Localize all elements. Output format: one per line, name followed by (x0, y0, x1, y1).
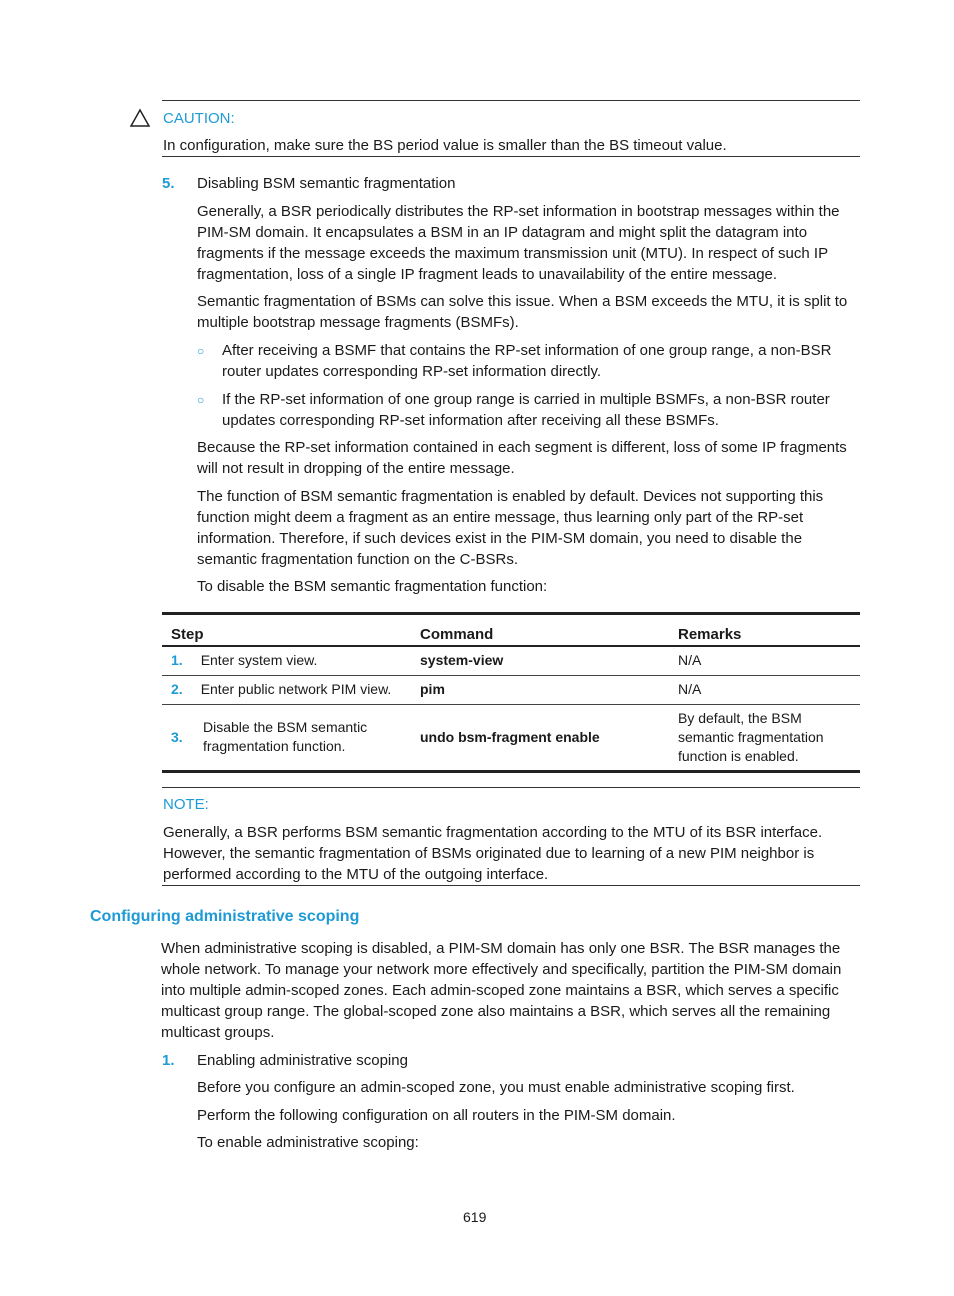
text-line: fragmentation, loss of a single IP fragment leads to unavailability of the entire message. (197, 266, 778, 283)
step1-paragraph-2: Perform the following configuration on all routers in the PIM-SM domain. (197, 1107, 676, 1124)
step5-paragraph-1 (197, 201, 865, 285)
warning-triangle-icon (129, 108, 151, 128)
note-text (163, 822, 860, 885)
remarks-cell: By default, the BSM semantic fragmentation function is enabled. (678, 709, 824, 764)
text-line: If the RP-set information of one group range is carried in multiple BSMFs, a non-BSR router (222, 391, 830, 408)
step5-number: 5. (162, 175, 175, 192)
column-header-step: Step (171, 625, 204, 643)
text-line: performed according to the MTU of the outgoing interface. (163, 866, 549, 883)
text-line: multicast group range. The global-scoped zone also maintains a BSR, which serves all the remaining (161, 1003, 831, 1020)
text-line: Generally, a BSR performs BSM semantic fragmentation according to the MTU of its BSR interface. (163, 824, 823, 841)
text-line: multiple bootstrap message fragments (BSMFs). (197, 314, 519, 331)
text-line: whole network. To manage your network more effectively and specifically, partition the PIM-SM domain (161, 961, 842, 978)
step-cell: 2. Enter public network PIM view. (171, 681, 392, 697)
text-line: semantic fragmentation function on the C-BSRs. (197, 551, 518, 568)
text-line: The function of BSM semantic fragmentation is enabled by default. Devices not supporting this (197, 488, 824, 505)
step1-number: 1. (162, 1052, 175, 1069)
text-line: Semantic fragmentation of BSMs can solve this issue. When a BSM exceeds the MTU, it is split to (197, 293, 848, 310)
note-top-rule (162, 787, 860, 788)
table-header-row (162, 614, 860, 647)
note-bottom-rule (162, 885, 860, 886)
text-line: updates corresponding RP-set information after receiving all these BSMFs. (222, 412, 719, 429)
caution-top-rule (162, 100, 860, 101)
table-row (162, 704, 860, 771)
text-line: When administrative scoping is disabled, a PIM-SM domain has only one BSR. The BSR manages the (161, 940, 841, 957)
caution-label: CAUTION: (163, 110, 235, 127)
command-cell: system-view (420, 652, 504, 669)
column-header-command: Command (420, 625, 494, 643)
command-cell: undo bsm-fragment enable (420, 728, 600, 745)
hollow-circle-bullet-icon: ○ (197, 393, 205, 407)
caution-text: In configuration, make sure the BS period value is smaller than the BS timeout value. (163, 137, 727, 154)
text-line: fragments if the message exceeds the maximum transmission unit (MTU). In respect of such IP (197, 245, 829, 262)
text-line: information. Therefore, if such devices exist in the PIM-SM domain, you need to disable the (197, 530, 803, 547)
config-steps-table (162, 612, 860, 773)
text-line: router updates corresponding RP-set information directly. (222, 363, 602, 380)
step1-paragraph-1: Before you configure an admin-scoped zone, you must enable administrative scoping first. (197, 1079, 795, 1096)
step5-paragraph-2 (197, 291, 865, 333)
text-line: However, the semantic fragmentation of BSMs originated due to learning of a new PIM neighbor is (163, 845, 815, 862)
remarks-cell: N/A (678, 652, 702, 669)
step-cell: 1. Enter system view. (171, 652, 318, 669)
step5-title: Disabling BSM semantic fragmentation (197, 175, 456, 192)
text-line: into multiple admin-scoped zones. Each admin-scoped zone maintains a BSR, which serves a specific (161, 982, 839, 999)
note-label: NOTE: (163, 796, 209, 813)
text-line: After receiving a BSMF that contains the RP-set information of one group range, a non-BSR (222, 342, 832, 359)
text-line: multicast groups. (161, 1024, 275, 1041)
step5-paragraph-4 (197, 486, 865, 570)
text-line: PIM-SM domain. It encapsulates a BSM in an IP datagram and might split the datagram into (197, 224, 808, 241)
caution-bottom-rule (162, 156, 860, 157)
section-intro (161, 938, 863, 1043)
step5-paragraph-3 (197, 437, 865, 479)
section-heading: Configuring administrative scoping (90, 908, 360, 925)
text-line: will not result in dropping of the entire message. (197, 460, 515, 477)
table-row (162, 646, 860, 675)
text-line: function might deem a fragment as an entire message, thus learning only part of the RP-set (197, 509, 804, 526)
command-cell: pim (420, 681, 445, 697)
text-line: Generally, a BSR periodically distributes the RP-set information in bootstrap messages within the (197, 203, 840, 220)
text-line: Because the RP-set information contained in each segment is different, loss of some IP fragments (197, 439, 847, 456)
hollow-circle-bullet-icon: ○ (197, 344, 205, 358)
remarks-cell: N/A (678, 681, 702, 697)
bullet-item (222, 389, 862, 431)
step1-title: Enabling administrative scoping (197, 1052, 408, 1069)
table-row (162, 675, 860, 704)
step-cell: 3. Disable the BSM semantic fragmentation function. (171, 719, 368, 754)
column-header-remarks: Remarks (678, 625, 742, 643)
step5-paragraph-5: To disable the BSM semantic fragmentation function: (197, 578, 548, 595)
page-number: 619 (463, 1209, 487, 1225)
step1-paragraph-3: To enable administrative scoping: (197, 1134, 419, 1151)
bullet-item (222, 340, 862, 382)
